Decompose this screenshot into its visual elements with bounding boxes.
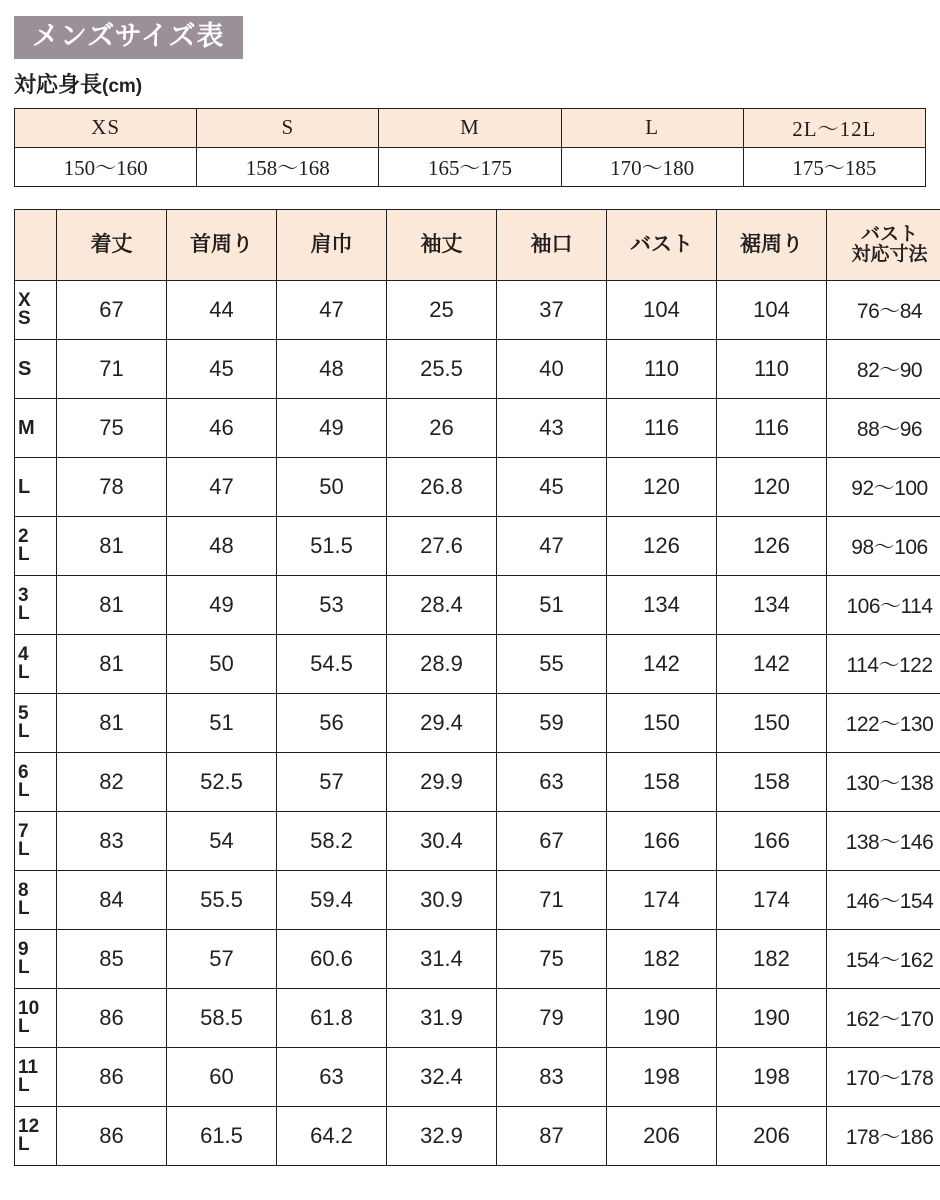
table-cell-value: 63	[277, 1047, 387, 1106]
table-cell-value: 158	[607, 752, 717, 811]
row-size-label	[15, 752, 57, 811]
table-cell-value: 83	[497, 1047, 607, 1106]
table-cell-value: 48	[167, 516, 277, 575]
col-header-kitake: 着丈	[57, 209, 167, 280]
row-size-label	[15, 516, 57, 575]
table-cell-value: 206	[717, 1106, 827, 1165]
row-size-label-line: L	[18, 838, 30, 860]
table-cell-value: 81	[57, 516, 167, 575]
height-size-l: L	[561, 108, 743, 147]
table-row	[15, 398, 940, 457]
table-cell-value: 142	[717, 634, 827, 693]
table-cell-value: 53	[277, 575, 387, 634]
table-cell-value: 104	[607, 280, 717, 339]
col-header-susomawari: 裾周り	[717, 209, 827, 280]
table-cell-value: 134	[717, 575, 827, 634]
table-cell-bust-range: 106〜114	[827, 575, 940, 634]
table-cell-value: 31.9	[387, 988, 497, 1047]
table-cell-value: 79	[497, 988, 607, 1047]
row-size-label-line: 7	[18, 821, 29, 843]
table-cell-value: 116	[717, 398, 827, 457]
col-header-kubimawari: 首周り	[167, 209, 277, 280]
table-cell-value: 55	[497, 634, 607, 693]
table-cell-bust-range: 92〜100	[827, 457, 940, 516]
table-cell-value: 87	[497, 1106, 607, 1165]
row-size-label-line: 8	[18, 880, 29, 902]
table-cell-value: 52.5	[167, 752, 277, 811]
height-size-xs: XS	[15, 108, 197, 147]
table-cell-value: 81	[57, 693, 167, 752]
table-cell-value: 27.6	[387, 516, 497, 575]
row-size-label	[15, 1047, 57, 1106]
table-cell-value: 86	[57, 988, 167, 1047]
table-cell-value: 45	[167, 339, 277, 398]
table-row	[15, 870, 940, 929]
table-cell-value: 190	[607, 988, 717, 1047]
table-cell-value: 49	[277, 398, 387, 457]
height-range-m: 165〜175	[379, 147, 561, 186]
row-size-label	[15, 280, 57, 339]
row-size-label-line: 12	[18, 1116, 40, 1138]
table-cell-value: 47	[497, 516, 607, 575]
height-size-2l-12l: 2L〜12L	[743, 108, 925, 147]
table-cell-value: 110	[717, 339, 827, 398]
table-cell-value: 32.9	[387, 1106, 497, 1165]
table-row	[15, 693, 940, 752]
table-cell-value: 83	[57, 811, 167, 870]
row-size-label	[15, 870, 57, 929]
table-cell-value: 75	[57, 398, 167, 457]
height-table-value-row	[15, 147, 926, 186]
table-cell-value: 28.4	[387, 575, 497, 634]
table-cell-value: 28.9	[387, 634, 497, 693]
table-cell-value: 56	[277, 693, 387, 752]
table-cell-value: 126	[607, 516, 717, 575]
measurements-body	[15, 280, 940, 1165]
row-size-label	[15, 929, 57, 988]
measurements-header-row	[15, 209, 940, 280]
height-table	[14, 108, 926, 187]
table-cell-value: 26	[387, 398, 497, 457]
table-cell-value: 51	[497, 575, 607, 634]
row-size-label	[15, 811, 57, 870]
table-cell-value: 57	[167, 929, 277, 988]
table-cell-value: 50	[277, 457, 387, 516]
table-cell-value: 134	[607, 575, 717, 634]
col-header-bust-line1: バスト	[860, 223, 918, 245]
table-cell-value: 81	[57, 575, 167, 634]
table-cell-value: 47	[277, 280, 387, 339]
table-cell-value: 166	[607, 811, 717, 870]
table-cell-value: 142	[607, 634, 717, 693]
row-size-label-line: L	[18, 1074, 30, 1096]
table-cell-value: 26.8	[387, 457, 497, 516]
table-cell-value: 86	[57, 1106, 167, 1165]
table-row	[15, 339, 940, 398]
table-cell-value: 58.2	[277, 811, 387, 870]
row-size-label-line: 6	[18, 762, 29, 784]
height-size-m: M	[379, 108, 561, 147]
table-row	[15, 1047, 940, 1106]
row-size-label	[15, 693, 57, 752]
table-cell-value: 67	[497, 811, 607, 870]
col-header-katahaba: 肩巾	[277, 209, 387, 280]
height-section-label	[14, 73, 930, 98]
height-section-label-text: 対応身長	[14, 72, 103, 97]
table-cell-bust-range: 114〜122	[827, 634, 940, 693]
table-cell-bust-range: 98〜106	[827, 516, 940, 575]
table-row	[15, 575, 940, 634]
table-cell-value: 30.9	[387, 870, 497, 929]
table-cell-value: 84	[57, 870, 167, 929]
table-cell-value: 60	[167, 1047, 277, 1106]
table-cell-value: 51	[167, 693, 277, 752]
table-cell-value: 120	[717, 457, 827, 516]
row-size-label	[15, 634, 57, 693]
table-cell-value: 25.5	[387, 339, 497, 398]
table-row	[15, 634, 940, 693]
table-cell-value: 60.6	[277, 929, 387, 988]
table-row	[15, 457, 940, 516]
table-cell-value: 59	[497, 693, 607, 752]
col-header-bust-taiou-sunpou	[827, 209, 940, 280]
table-cell-value: 150	[717, 693, 827, 752]
table-cell-bust-range: 138〜146	[827, 811, 940, 870]
table-cell-value: 51.5	[277, 516, 387, 575]
row-size-label-line: X	[18, 290, 31, 312]
row-size-label: L	[15, 457, 57, 516]
table-cell-value: 43	[497, 398, 607, 457]
height-range-2l-12l: 175〜185	[743, 147, 925, 186]
row-size-label-line: 11	[18, 1057, 39, 1079]
table-cell-value: 120	[607, 457, 717, 516]
table-cell-bust-range: 154〜162	[827, 929, 940, 988]
table-row	[15, 752, 940, 811]
table-cell-value: 71	[497, 870, 607, 929]
row-size-label-line: L	[18, 602, 30, 624]
table-cell-value: 182	[717, 929, 827, 988]
table-cell-bust-range: 162〜170	[827, 988, 940, 1047]
table-cell-value: 61.8	[277, 988, 387, 1047]
table-cell-value: 30.4	[387, 811, 497, 870]
table-cell-value: 198	[717, 1047, 827, 1106]
row-size-label-line: L	[18, 956, 30, 978]
row-size-label-line: L	[18, 1015, 30, 1037]
table-cell-value: 54.5	[277, 634, 387, 693]
table-cell-value: 25	[387, 280, 497, 339]
row-size-label-line: L	[18, 897, 30, 919]
table-cell-bust-range: 82〜90	[827, 339, 940, 398]
table-cell-value: 49	[167, 575, 277, 634]
row-size-label-line: S	[18, 307, 31, 329]
table-cell-value: 198	[607, 1047, 717, 1106]
table-cell-value: 158	[717, 752, 827, 811]
row-size-label	[15, 1106, 57, 1165]
table-cell-bust-range: 146〜154	[827, 870, 940, 929]
row-size-label: M	[15, 398, 57, 457]
table-cell-bust-range: 178〜186	[827, 1106, 940, 1165]
table-cell-bust-range: 76〜84	[827, 280, 940, 339]
table-cell-value: 206	[607, 1106, 717, 1165]
table-cell-value: 29.9	[387, 752, 497, 811]
table-cell-value: 174	[717, 870, 827, 929]
table-row	[15, 516, 940, 575]
table-cell-value: 182	[607, 929, 717, 988]
table-cell-value: 44	[167, 280, 277, 339]
height-size-s: S	[197, 108, 379, 147]
table-cell-value: 104	[717, 280, 827, 339]
page-title: メンズサイズ表	[14, 16, 243, 59]
measurements-table	[14, 209, 940, 1166]
table-cell-value: 37	[497, 280, 607, 339]
height-range-l: 170〜180	[561, 147, 743, 186]
table-row	[15, 988, 940, 1047]
table-cell-value: 40	[497, 339, 607, 398]
table-cell-bust-range: 170〜178	[827, 1047, 940, 1106]
height-section-unit: (cm)	[102, 76, 143, 97]
table-cell-value: 29.4	[387, 693, 497, 752]
col-header-sodeguchi: 袖口	[497, 209, 607, 280]
height-table-header-row	[15, 108, 926, 147]
table-cell-value: 126	[717, 516, 827, 575]
table-cell-value: 82	[57, 752, 167, 811]
table-cell-value: 110	[607, 339, 717, 398]
table-cell-value: 63	[497, 752, 607, 811]
row-size-label-line: L	[18, 543, 30, 565]
table-cell-value: 58.5	[167, 988, 277, 1047]
table-cell-value: 32.4	[387, 1047, 497, 1106]
table-cell-value: 81	[57, 634, 167, 693]
table-cell-value: 31.4	[387, 929, 497, 988]
row-size-label-line: L	[18, 720, 30, 742]
table-cell-bust-range: 130〜138	[827, 752, 940, 811]
row-size-label-line: L	[18, 661, 30, 683]
table-cell-value: 61.5	[167, 1106, 277, 1165]
table-row	[15, 280, 940, 339]
table-cell-value: 86	[57, 1047, 167, 1106]
height-range-xs: 150〜160	[15, 147, 197, 186]
table-row	[15, 811, 940, 870]
table-cell-value: 59.4	[277, 870, 387, 929]
row-size-label-line: 4	[18, 644, 29, 666]
col-header-bust: バスト	[607, 209, 717, 280]
row-size-label-line: 2	[18, 526, 29, 548]
table-cell-value: 116	[607, 398, 717, 457]
table-cell-value: 54	[167, 811, 277, 870]
table-cell-value: 78	[57, 457, 167, 516]
row-size-label-line: 5	[18, 703, 29, 725]
row-size-label: S	[15, 339, 57, 398]
table-cell-value: 190	[717, 988, 827, 1047]
table-cell-bust-range: 122〜130	[827, 693, 940, 752]
table-cell-value: 75	[497, 929, 607, 988]
table-cell-value: 50	[167, 634, 277, 693]
table-cell-value: 166	[717, 811, 827, 870]
row-size-label-line: 10	[18, 998, 40, 1020]
table-cell-value: 64.2	[277, 1106, 387, 1165]
table-cell-value: 57	[277, 752, 387, 811]
height-range-s: 158〜168	[197, 147, 379, 186]
col-header-sodetake: 袖丈	[387, 209, 497, 280]
table-cell-value: 85	[57, 929, 167, 988]
table-row	[15, 1106, 940, 1165]
table-cell-value: 48	[277, 339, 387, 398]
row-size-label	[15, 575, 57, 634]
table-cell-value: 67	[57, 280, 167, 339]
table-cell-value: 150	[607, 693, 717, 752]
table-cell-value: 47	[167, 457, 277, 516]
table-cell-value: 71	[57, 339, 167, 398]
table-cell-value: 174	[607, 870, 717, 929]
row-size-label	[15, 988, 57, 1047]
row-size-label-line: L	[18, 1133, 30, 1155]
row-size-label-line: 3	[18, 585, 29, 607]
row-size-label-line: L	[18, 779, 30, 801]
measurements-corner-cell	[15, 209, 57, 280]
table-cell-value: 55.5	[167, 870, 277, 929]
col-header-bust-line2: 対応寸法	[851, 243, 928, 265]
table-cell-value: 45	[497, 457, 607, 516]
table-row	[15, 929, 940, 988]
row-size-label-line: 9	[18, 939, 29, 961]
table-cell-value: 46	[167, 398, 277, 457]
table-cell-bust-range: 88〜96	[827, 398, 940, 457]
